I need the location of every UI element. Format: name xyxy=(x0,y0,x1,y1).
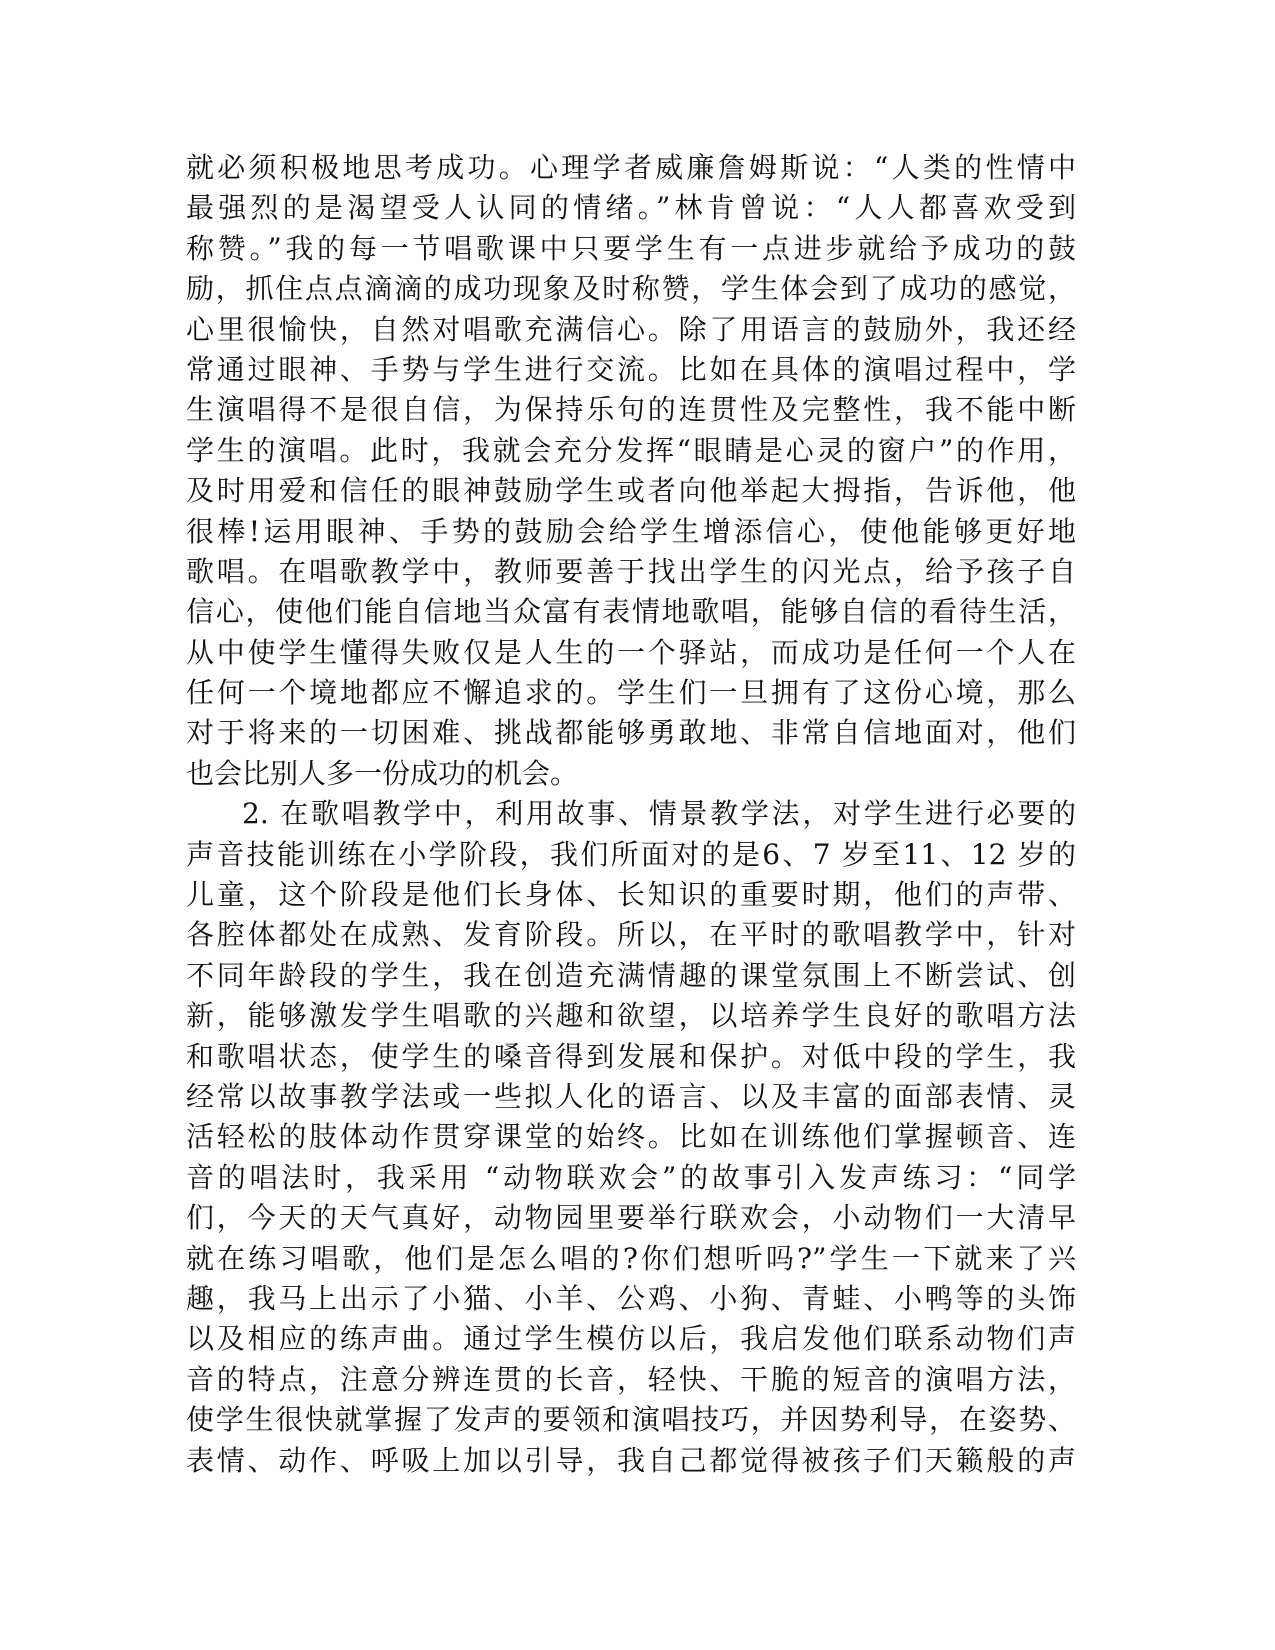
text-line: 信心，使他们能自信地当众富有表情地歌唱，能够自信的看待生活， xyxy=(186,595,1076,629)
text-line: 声音技能训练在小学阶段，我们所面对的是6、7 岁至11、12 岁的 xyxy=(186,837,1076,871)
text-line: 学生的演唱。此时，我就会充分发挥“眼睛是心灵的窗户”的作用， xyxy=(186,433,1076,467)
text-line: 对于将来的一切困难、挑战都能够勇敢地、非常自信地面对，他们 xyxy=(186,716,1076,750)
text-line: 就必须积极地思考成功。心理学者威廉詹姆斯说：“人类的性情中 xyxy=(186,151,1076,184)
text-line: 心里很愉快，自然对唱歌充满信心。除了用语言的鼓励外，我还经 xyxy=(186,312,1076,346)
text-line: 歌唱。在唱歌教学中，教师要善于找出学生的闪光点，给予孩子自 xyxy=(186,554,1076,588)
document-page xyxy=(186,148,1076,1628)
text-line: 音的特点，注意分辨连贯的长音，轻快、干脆的短音的演唱方法， xyxy=(186,1362,1076,1396)
text-line: 从中使学生懂得失败仅是人生的一个驿站，而成功是任何一个人在 xyxy=(186,635,1076,669)
section-heading-line: 2. 在歌唱教学中，利用故事、情景教学法，对学生进行必要的 xyxy=(242,797,1076,831)
text-line: 和歌唱状态，使学生的嗓音得到发展和保护。对低中段的学生，我 xyxy=(186,1039,1076,1073)
text-line: 活轻松的肢体动作贯穿课堂的始终。比如在训练他们掌握顿音、连 xyxy=(186,1120,1076,1154)
text-line: 很棒!运用眼神、手势的鼓励会给学生增添信心，使他能够更好地 xyxy=(186,514,1076,548)
text-line: 及时用爱和信任的眼神鼓励学生或者向他举起大拇指，告诉他，他 xyxy=(186,474,1076,508)
text-line: 生演唱得不是很自信，为保持乐句的连贯性及完整性，我不能中断 xyxy=(186,393,1076,427)
text-line: 使学生很快就掌握了发声的要领和演唱技巧，并因势利导，在姿势、 xyxy=(186,1403,1076,1437)
text-line: 就在练习唱歌，他们是怎么唱的?你们想听吗?”学生一下就来了兴 xyxy=(186,1241,1076,1275)
text-line: 趣，我马上出示了小猫、小羊、公鸡、小狗、青蛙、小鸭等的头饰 xyxy=(186,1281,1076,1315)
text-line: 不同年龄段的学生，我在创造充满情趣的课堂氛围上不断尝试、创 xyxy=(186,958,1076,992)
text-line: 各腔体都处在成熟、发育阶段。所以，在平时的歌唱教学中，针对 xyxy=(186,918,1076,952)
text-line: 称赞。”我的每一节唱歌课中只要学生有一点进步就给予成功的鼓 xyxy=(186,231,1076,265)
text-line: 新，能够激发学生唱歌的兴趣和欲望，以培养学生良好的歌唱方法 xyxy=(186,999,1076,1033)
text-line: 以及相应的练声曲。通过学生模仿以后，我启发他们联系动物们声 xyxy=(186,1322,1076,1356)
text-line: 最强烈的是渴望受人认同的情绪。”林肯曾说：“人人都喜欢受到 xyxy=(186,191,1076,225)
text-line: 表情、动作、呼吸上加以引导，我自己都觉得被孩子们天籁般的声 xyxy=(186,1443,1076,1477)
paragraph-end-line: 也会比别人多一份成功的机会。 xyxy=(186,756,579,790)
text-line: 音的唱法时，我采用 “动物联欢会”的故事引入发声练习：“同学 xyxy=(186,1160,1076,1194)
text-line: 励，抓住点点滴滴的成功现象及时称赞，学生体会到了成功的感觉， xyxy=(186,272,1076,306)
text-line: 常通过眼神、手势与学生进行交流。比如在具体的演唱过程中，学 xyxy=(186,352,1076,386)
text-line: 经常以故事教学法或一些拟人化的语言、以及丰富的面部表情、灵 xyxy=(186,1079,1076,1113)
text-line: 们，今天的天气真好，动物园里要举行联欢会，小动物们一大清早 xyxy=(186,1201,1076,1235)
text-line: 儿童，这个阶段是他们长身体、长知识的重要时期，他们的声带、 xyxy=(186,878,1076,912)
text-line: 任何一个境地都应不懈追求的。学生们一旦拥有了这份心境，那么 xyxy=(186,676,1076,710)
